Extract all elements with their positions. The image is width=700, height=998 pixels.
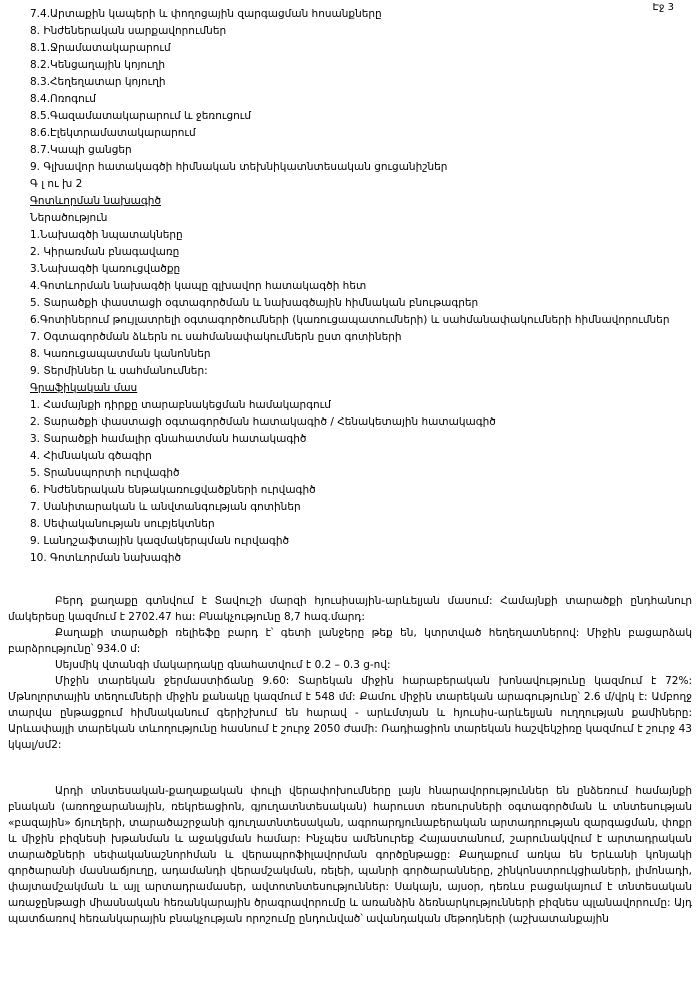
toc-line: 2. Կիրառման բնագավառը (30, 246, 180, 258)
toc-line: 9. Տերմիններ և սահմանումներ: (30, 365, 208, 377)
toc-line: 8.1.Ջրամատակարարում (30, 42, 171, 54)
chapter-heading: Գ լ ու խ 2 (30, 178, 83, 190)
toc-line: 8.4.Ոռոգում (30, 93, 96, 105)
toc-line: 8. Ինժեներական սարքավորումներ (30, 25, 227, 37)
toc-line: 2. Տարածքի փաստացի օգտագործման հատակագիծ / Հենակետային հատակագիծ (30, 416, 496, 428)
body-text (8, 593, 692, 927)
section-title: Գրաֆիկական մաս (30, 382, 138, 394)
toc-line: 7. Սանիտարական և անվտանգության գոտիներ (30, 501, 301, 513)
toc-line: 8.7.Կապի ցանցեր (30, 144, 132, 156)
page-number: Էջ 3 (652, 2, 674, 13)
paragraph: Արդի տնտեսական-քաղաքական փուլի վերափոխումները լայն հնարավորություններ են ընձեռում համայնքի բնական (առողջարանային, ռեկրեացիոն, գյուղատնտեսական) հարուստ ռեսուրսների օգտագործման և տնտեսության «բազային» ճյուղերի, տարածաշրջանի գյուղատնտեսական, ագրոարդյունաբերական արտադրության զարգացման, փոքր և միջին բիզնեսի խթանման և աջակցման համար: Ինչպես ամենուրեք Հայաստանում, շարունակվում է արտադրական տարածքների սեփականաշնորհման և վերապրոֆիլավորման գործընթացը: Քաղաքում առկա են Երևանի կոնյակի գործարանի մասնաճյուղը, ադամանդի վերամշակման, ռելեի, պանրի գործարանները, շինկոնստրուկցիաների, լիմոնադի, փայտամշակման և այլ արտադրամասեր, ավտոտնտեսություններ: Սակայն, այսօր, դեռևս բացակայում է տնտեսական առաջընթացի միասնական հեռանկարային ծրագրավորումը և առանձին ձեռնարկությունների բիզնես պլանավորումը: Այդ պատճառով հեռանկարային բնակչության որոշումը ընդունված՝ ավանդական մեթոդների (աշխատանքային (8, 785, 692, 925)
toc-line: 8.5.Գազամատակարարում և ջեռուցում (30, 110, 251, 122)
toc-line: 8.6.Էլեկտրամատակարարում (30, 127, 196, 139)
table-of-contents (8, 6, 692, 567)
toc-line: 10. Գոտևորման նախագիծ (30, 552, 182, 564)
toc-line: 7.4.Արտաքին կապերի և փողոցային զարգացման հոսանքները (30, 8, 382, 20)
toc-line: 8.2.Կենցաղային կոյուղի (30, 59, 165, 71)
toc-line: 3. Տարածքի համալիր գնահատման հատակագիծ (30, 433, 307, 445)
toc-line: 4.Գոտևորման նախագծի կապը գլխավոր հատակագծի հետ (30, 280, 367, 292)
toc-line: 8. Կառուցապատման կանոններ (30, 348, 211, 360)
paragraph: Միջին տարեկան ջերմաստիճանը 9.60: Տարեկան միջին հարաբերական խոնավությունը կազմում է 72%: Մթնոլորտային տեղումների միջին քանակը կազմում է 548 մմ: Քամու միջին տարեկան արագությունը՝ 2.6 մ/վրկ է: Ամբողջ տարվա ընթացքում հիմնականում գերիշխում են հարավ - արևմտյան և հյուսիս-արևելյան ուղղության քամիները: Արևափայլի տարեկան տևողությունը հասնում է շուրջ 2050 ժամի: Ռադիացիոն տարեկան հաշվեկշիռը կազմում է շուրջ 43 կկալ/սմ2: (8, 675, 692, 751)
toc-line: Ներածություն (30, 212, 108, 224)
toc-line: 6. Ինժեներական ենթակառուցվածքների ուրվագիծ (30, 484, 316, 496)
section-title: Գոտևորման նախագիծ (30, 195, 161, 207)
toc-line: 3.Նախագծի կառուցվածքը (30, 263, 181, 275)
toc-line: 6.Գոտիներում թույլատրելի օգտագործումների (կառուցապատումների) և սահմանափակումների հիմնավորումներ (30, 314, 670, 326)
toc-line: 9. Լանդշաֆտային կազմակերպման ուրվագիծ (30, 535, 290, 547)
toc-line: 5. Տարածքի փաստացի օգտագործման և նախագծային հիմնական բնութագրեր (30, 297, 479, 309)
paragraph: Քաղաքի տարածքի ռելիեֆը բարդ է՝ գետի լանջերը թեք են, կտրտված հեղեղատներով: Միջին բացարձակ բարձրությունը՝ 934.0 մ: (8, 627, 692, 655)
toc-line: 4. Հիմնական գծագիր (30, 450, 152, 462)
toc-line: 9. Գլխավոր հատակագծի հիմնական տեխնիկատնտեսական ցուցանիշներ (30, 161, 448, 173)
toc-line: 1.Նախագծի նպատակները (30, 229, 183, 241)
paragraph: Բերդ քաղաքը գտնվում է Տավուշի մարզի հյուսիսային-արևելյան մասում: Համայնքի տարածքի ընդհանուր մակերեսը կազմում է 2702.47 հա: Բնակչությունը 8,7 հազ.մարդ: (8, 595, 692, 623)
toc-line: 8. Սեփականության սուբյեկտներ (30, 518, 215, 530)
toc-line: 5. Տրանսպորտի ուրվագիծ (30, 467, 180, 479)
toc-line: 7. Օգտագործման ձևերն ու սահմանափակումներն ըստ գոտիների (30, 331, 402, 343)
paragraph: Սեյսմիկ վտանգի մակարդակը գնահատվում է 0.2 – 0.3 g-ով: (55, 659, 391, 671)
toc-line: 1. Համայնքի դիրքը տարաբնակեցման համակարգում (30, 399, 331, 411)
toc-line: 8.3.Հեղեղատար կոյուղի (30, 76, 166, 88)
